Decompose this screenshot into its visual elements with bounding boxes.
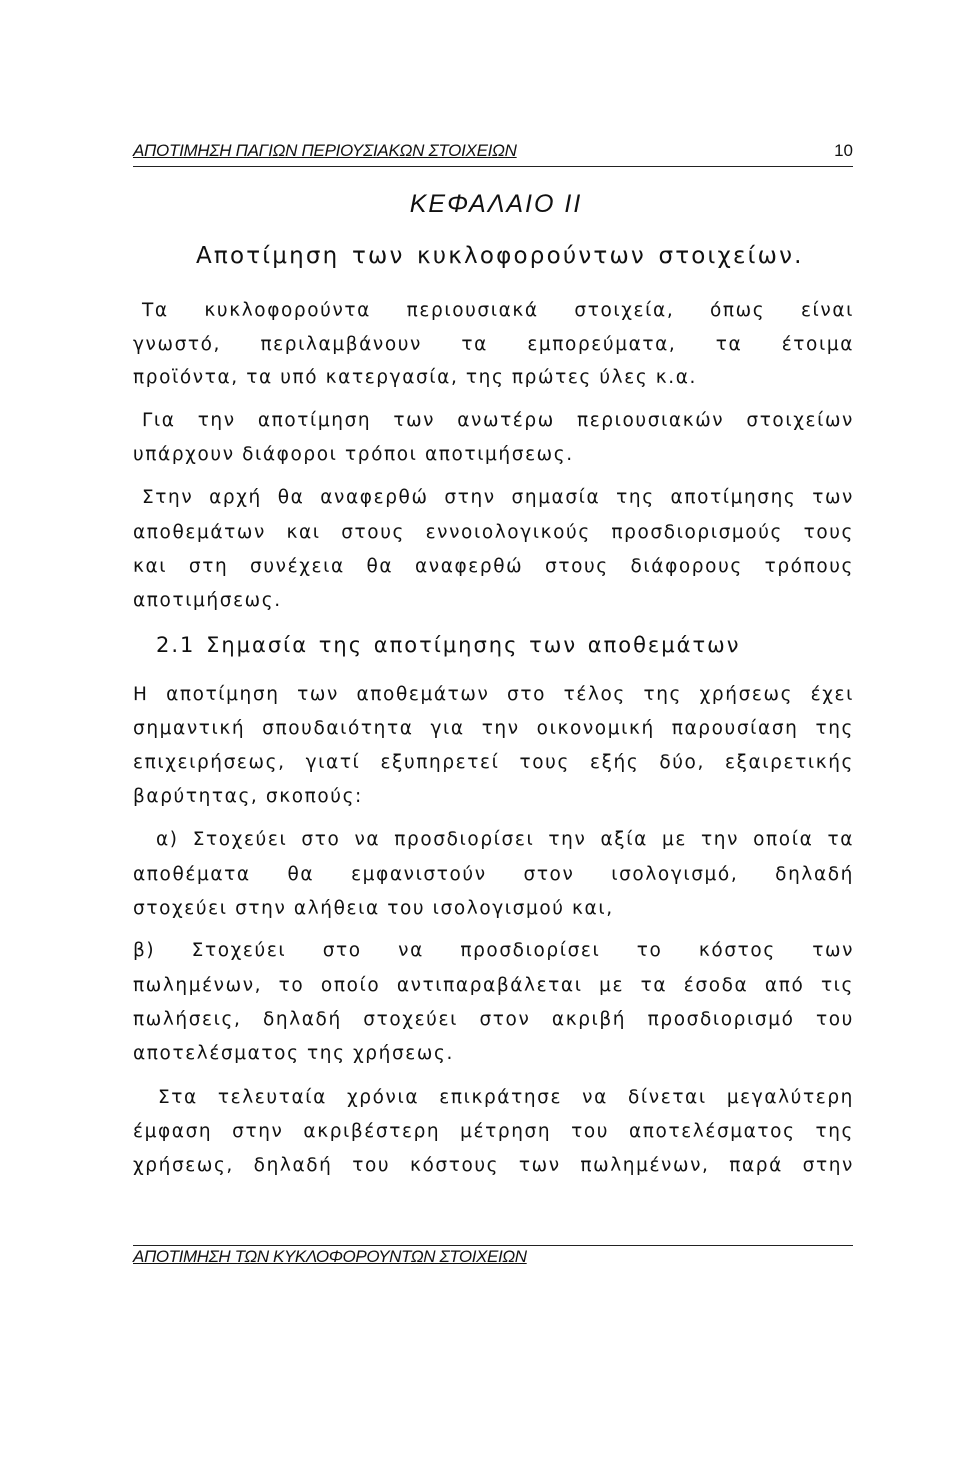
- paragraph-6-line-1: β) Στοχεύει στο να προσδιορίσει το κόστος των: [133, 940, 854, 961]
- paragraph-4-line-1: Η αποτίμηση των αποθεμάτων στο τέλος της χρήσεως έχει: [133, 684, 854, 705]
- paragraph-4-line-4: βαρύτητας, σκοπούς:: [133, 786, 363, 807]
- running-footer: [133, 1245, 853, 1270]
- paragraph-7-line-1: Στα τελευταία χρόνια επικράτησε να δίνεται μεγαλύτερη: [158, 1087, 854, 1108]
- paragraph-3-line-1: Στην αρχή θα αναφερθώ στην σημασία της αποτίμησης των: [142, 487, 854, 508]
- section-heading: 2.1 Σημασία της αποτίμησης των αποθεμάτων: [156, 633, 741, 657]
- paragraph-2-line-1: Για την αποτίμηση των ανωτέρω περιουσιακών στοιχείων: [142, 410, 854, 431]
- paragraph-4-line-2: σημαντική σπουδαιότητα για την οικονομική παρουσίαση της: [133, 718, 854, 739]
- chapter-title: Αποτίμηση των κυκλοφορούντων στοιχείων.: [196, 243, 804, 269]
- paragraph-4-line-3: επιχειρήσεως, γιατί εξυπηρετεί τους εξής δύο, εξαιρετικής: [133, 752, 854, 773]
- paragraph-3-line-3: και στη συνέχεια θα αναφερθώ στους διάφορους τρόπους: [133, 556, 854, 577]
- paragraph-1-line-3: προϊόντα, τα υπό κατεργασία, της πρώτες ύλες κ.α.: [133, 367, 698, 388]
- paragraph-1-line-1: Τα κυκλοφορούντα περιουσιακά στοιχεία, όπως είναι: [142, 300, 854, 321]
- paragraph-5-line-1: α) Στοχεύει στο να προσδιορίσει την αξία με την οποία τα: [156, 829, 854, 850]
- paragraph-6-line-4: αποτελέσματος της χρήσεως.: [133, 1043, 454, 1064]
- running-header-title: ΑΠΟΤΙΜΗΣΗ ΠΑΓΙΩΝ ΠΕΡΙΟΥΣΙΑΚΩΝ ΣΤΟΙΧΕΙΩΝ: [133, 141, 517, 160]
- paragraph-6-line-2: πωλημένων, το οποίο αντιπαραβάλεται με τα έσοδα από τις: [133, 975, 854, 996]
- paragraph-3-line-2: αποθεμάτων και στους εννοιολογικούς προσδιορισμούς τους: [133, 522, 854, 543]
- paragraph-5-line-2: αποθέματα θα εμφανιστούν στον ισολογισμό, δηλαδή: [133, 864, 854, 885]
- page-number: 10: [834, 141, 853, 160]
- chapter-label: ΚΕΦΑΛΑΙΟ ΙΙ: [409, 190, 583, 218]
- paragraph-2-line-2: υπάρχουν διάφοροι τρόποι αποτιμήσεως.: [133, 444, 574, 465]
- paragraph-6-line-3: πωλήσεις, δηλαδή στοχεύει στον ακριβή προσδιορισμό του: [133, 1009, 854, 1030]
- running-header: [133, 140, 853, 167]
- paragraph-1-line-2: γνωστό, περιλαμβάνουν τα εμπορεύματα, τα έτοιμα: [133, 334, 854, 355]
- paragraph-5-line-3: στοχεύει στην αλήθεια του ισολογισμού και,: [133, 898, 614, 919]
- paragraph-3-line-4: αποτιμήσεως.: [133, 590, 282, 611]
- paragraph-7-line-2: έμφαση στην ακριβέστερη μέτρηση του αποτελέσματος της: [133, 1121, 854, 1142]
- running-footer-title: ΑΠΟΤΙΜΗΣΗ ΤΩΝ ΚΥΚΛΟΦΟΡΟΥΝΤΩΝ ΣΤΟΙΧΕΙΩΝ: [133, 1247, 527, 1266]
- paragraph-7-line-3: χρήσεως, δηλαδή του κόστους των πωλημένων, παρά στην: [133, 1155, 854, 1176]
